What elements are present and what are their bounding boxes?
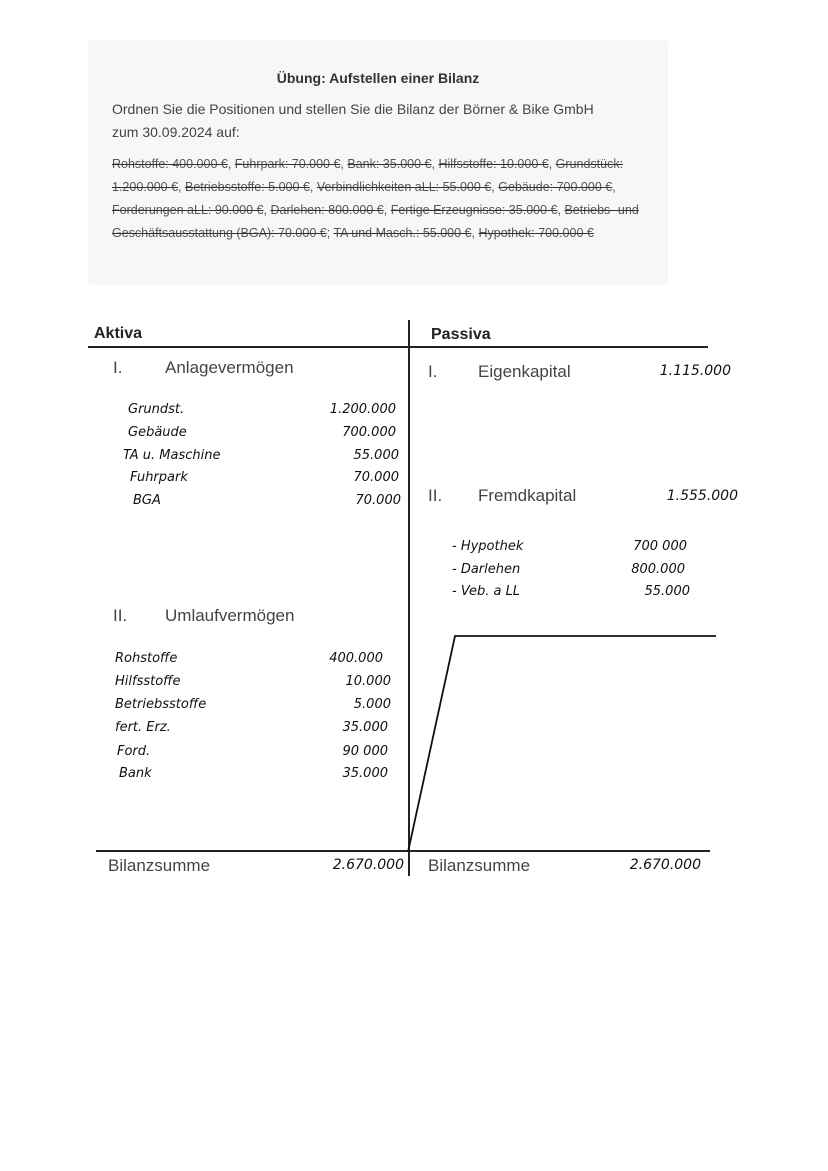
position-item: Forderungen aLL: 90.000 €	[112, 203, 264, 217]
anlage-number: I.	[113, 358, 123, 377]
anlage-row-label: Gebäude	[128, 425, 187, 440]
fremd-row-value: 700 000	[633, 539, 687, 554]
umlauf-row-label: Betriebsstoffe	[115, 697, 207, 712]
anlage-row-value: 1.200.000	[329, 402, 396, 417]
position-item: Fertige Erzeugnisse: 35.000 €	[390, 203, 558, 217]
position-item: TA und Masch.: 55.000 €	[333, 226, 472, 240]
umlauf-row-label: Rohstoffe	[115, 651, 178, 666]
umlauf-number: II.	[113, 606, 128, 625]
umlauf-row-value: 5.000	[353, 697, 391, 712]
position-list: Rohstoffe: 400.000 €, Fuhrpark: 70.000 €, Bank: 35.000 €, Hilfsstoffe: 10.000 €, Grundstück: 1.200.000 €, Betriebsstoffe: 5.000 €, Verbindlichkeiten aLL: 55.000 €, Gebäude: 700.000 €, Forderungen aLL: 90.000 €, Darlehen: 800.000 €, Fertige Erzeugnisse: 35.000 €, Betriebs- und Geschäftsausstattung (BGA): 70.000 €; TA und Masch.: 55.000 €, Hypothek: 700.000 €	[112, 157, 639, 240]
position-item: Bank: 35.000 €	[347, 157, 432, 171]
umlauf-row-value: 35.000	[342, 766, 388, 781]
position-item: Gebäude: 700.000 €	[498, 180, 613, 194]
t-account-top-line	[88, 346, 708, 348]
umlauf-row-value: 10.000	[345, 674, 391, 689]
umlauf-title: Umlaufvermögen	[165, 606, 295, 625]
anlage-row-label: Grundst.	[128, 402, 185, 417]
fremd-number: II.	[428, 486, 443, 505]
anlage-row-value: 55.000	[353, 448, 399, 463]
umlauf-row-label: Hilfsstoffe	[115, 674, 181, 689]
fremd-value: 1.555.000	[666, 488, 738, 504]
aktiva-header: Aktiva	[94, 325, 143, 342]
fremd-row-label: - Hypothek	[452, 539, 524, 554]
umlauf-row-label: Bank	[119, 766, 152, 781]
fremd-row-value: 55.000	[644, 584, 690, 599]
position-item: Verbindlichkeiten aLL: 55.000 €	[316, 180, 492, 194]
aktiva-sum-value: 2.670.000	[332, 857, 404, 873]
position-item: Darlehen: 800.000 €	[270, 203, 384, 217]
instruction-line-1: Ordnen Sie die Positionen und stellen Sie die Bilanz der Börner & Bike GmbH	[112, 101, 594, 117]
position-item: Grundstück: 1.200.000 €	[112, 157, 624, 194]
passiva-sum-label: Bilanzsumme	[428, 856, 531, 875]
position-item: Fuhrpark: 70.000 €	[234, 157, 341, 171]
fremd-row-label: - Darlehen	[452, 562, 521, 577]
instruction-line-2: zum 30.09.2024 auf:	[112, 124, 240, 140]
position-item: Betriebsstoffe: 5.000 €	[185, 180, 310, 194]
exercise-instruction	[112, 98, 652, 144]
passiva-sum-value: 2.670.000	[629, 857, 701, 873]
fremd-row-label: - Veb. a LL	[452, 584, 521, 599]
exercise-title: Übung: Aufstellen einer Bilanz	[276, 70, 480, 86]
anlage-row-label: TA u. Maschine	[123, 448, 221, 463]
umlauf-row-label: fert. Erz.	[115, 720, 171, 735]
anlage-row-value: 70.000	[353, 470, 399, 485]
umlauf-row-value: 400.000	[329, 651, 383, 666]
anlage-row-value: 70.000	[355, 493, 401, 508]
eigen-value: 1.115.000	[659, 363, 731, 379]
fremd-title: Fremdkapital	[478, 486, 577, 505]
anlage-row-label: Fuhrpark	[130, 470, 188, 485]
passiva-header: Passiva	[431, 326, 491, 343]
position-item: Betriebs- und Geschäftsausstattung (BGA): 70.000 €	[112, 203, 639, 240]
umlauf-row-value: 35.000	[342, 720, 388, 735]
exercise-scan	[88, 40, 668, 285]
position-item: Rohstoffe: 400.000 €	[112, 157, 228, 171]
position-item: Hilfsstoffe: 10.000 €	[438, 157, 549, 171]
anlage-row-label: BGA	[133, 493, 161, 508]
eigen-number: I.	[428, 362, 438, 381]
fremd-row-value: 800.000	[631, 562, 685, 577]
umlauf-row-label: Ford.	[117, 744, 151, 759]
umlauf-row-value: 90 000	[342, 744, 388, 759]
balance-filler-stroke	[400, 630, 730, 860]
eigen-title: Eigenkapital	[478, 362, 571, 381]
anlage-row-value: 700.000	[342, 425, 396, 440]
position-item: Hypothek: 700.000 €	[478, 226, 594, 240]
aktiva-sum-label: Bilanzsumme	[108, 856, 211, 875]
anlage-title: Anlagevermögen	[165, 358, 294, 377]
